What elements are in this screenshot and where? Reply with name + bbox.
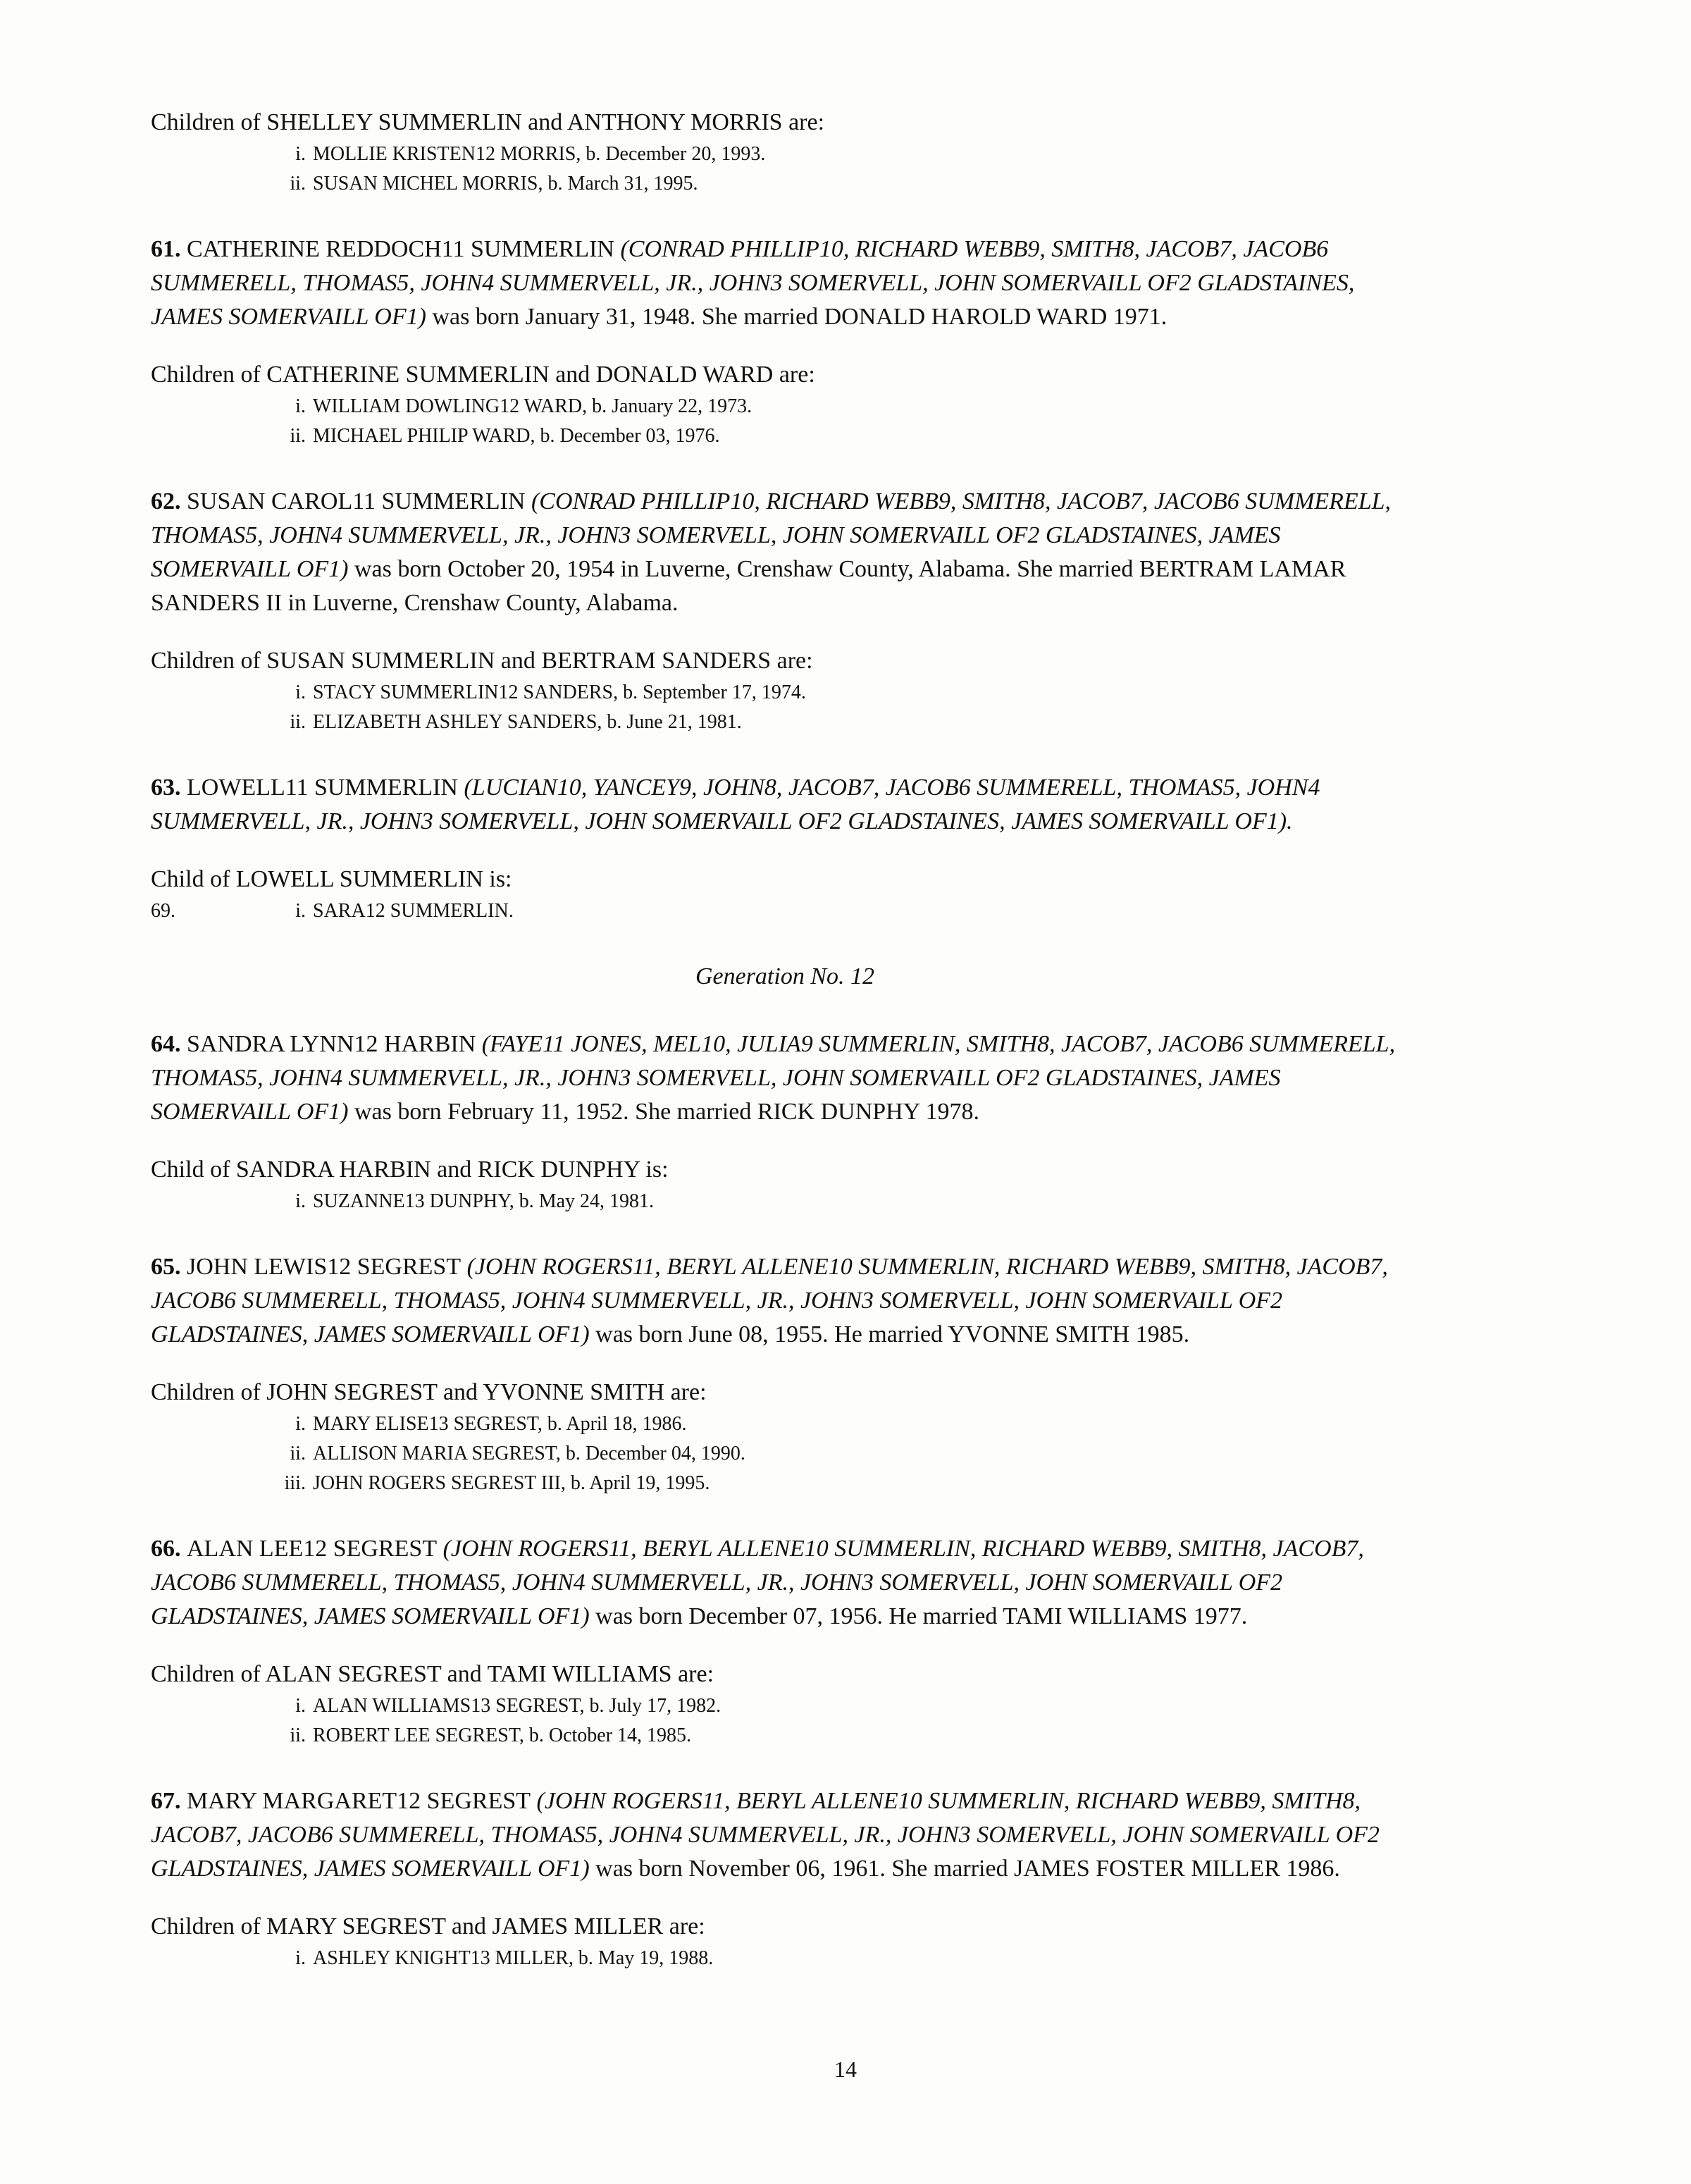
entry-name: LOWELL11 SUMMERLIN [187,775,458,801]
entry-number: 63. [151,775,181,801]
child-text: ELIZABETH ASHLEY SANDERS, b. June 21, 1981. [313,711,742,733]
children-header: Child of SANDRA HARBIN and RICK DUNPHY is: [151,1156,669,1183]
children-list [151,1187,1419,1216]
child-entry [151,1944,1419,1973]
child-text: ROBERT LEE SEGREST, b. October 14, 1985. [313,1725,692,1746]
entry-number: 62. [151,488,181,514]
child-text: SUZANNE13 DUNPHY, b. May 24, 1981. [313,1190,655,1212]
child-roman: i. [295,681,306,703]
child-text: SARA12 SUMMERLIN. [313,900,514,922]
entry-number: 65. [151,1254,181,1280]
child-entry [151,169,1419,199]
child-text: MARY ELISE13 SEGREST, b. April 18, 1986. [313,1413,687,1435]
child-roman: ii. [290,711,306,733]
page-number: 14 [834,2056,857,2082]
child-roman: ii. [290,1725,306,1746]
child-roman: ii. [290,1443,306,1464]
entry-details: was born February 11, 1952. She married RICK DUNPHY 1978. [354,1099,980,1125]
child-entry [151,1439,1419,1469]
entry-ancestry: (JOHN ROGERS11, BERYL ALLENE10 SUMMERLIN, RICHARD WEBB9, SMITH8, JACOB7, JACOB6 SUMMERELL, THOMAS5, JOHN4 SUMMERVELL, JR., JOHN3 SOMERVELL, JOHN SOMERVAILL OF2 GLADSTAINES, JAMES SOMERVAILL OF1) [151,1788,1380,1882]
child-entry [151,1469,1419,1498]
child-roman: i. [295,1413,306,1435]
entry-64 [151,1028,1419,1129]
child-text: STACY SUMMERLIN12 SANDERS, b. September 17, 1974. [313,681,806,703]
child-text: MICHAEL PHILIP WARD, b. December 03, 1976. [313,425,720,447]
entry-details: was born November 06, 1961. She married JAMES FOSTER MILLER 1986. [595,1856,1340,1882]
entry-ancestry: (FAYE11 JONES, MEL10, JULIA9 SUMMERLIN, SMITH8, JACOB7, JACOB6 SUMMERELL, THOMAS5, JOHN4 SUMMERVELL, JR., JOHN3 SOMERVELL, JOHN SOMERVAILL OF2 GLADSTAINES, JAMES SOMERVAILL OF1) [151,1031,1396,1125]
child-entry [151,708,1419,737]
entry-ancestry: (JOHN ROGERS11, BERYL ALLENE10 SUMMERLIN, RICHARD WEBB9, SMITH8, JACOB7, JACOB6 SUMMERELL, THOMAS5, JOHN4 SUMMERVELL, JR., JOHN3 SOMERVELL, JOHN SOMERVAILL OF2 GLADSTAINES, JAMES SOMERVAILL OF1) [151,1536,1364,1629]
entry-number: 64. [151,1031,181,1057]
children-header: Child of LOWELL SUMMERLIN is: [151,866,512,892]
child-text: ASHLEY KNIGHT13 MILLER, b. May 19, 1988. [313,1947,714,1969]
entry-number: 67. [151,1788,181,1814]
children-header: Children of ALAN SEGREST and TAMI WILLIAMS are: [151,1661,714,1687]
entry-name: JOHN LEWIS12 SEGREST [187,1254,462,1280]
child-entry [151,1187,1419,1216]
child-entry [151,421,1419,451]
entry-67 [151,1784,1419,1886]
child-text: JOHN ROGERS SEGREST III, b. April 19, 1995. [313,1472,710,1494]
child-text: SUSAN MICHEL MORRIS, b. March 31, 1995. [313,173,698,195]
child-entry [151,678,1419,708]
generation-heading: Generation No. 12 [695,963,875,989]
entry-ancestry: (CONRAD PHILLIP10, RICHARD WEBB9, SMITH8, JACOB7, JACOB6 SUMMERELL, THOMAS5, JOHN4 SUMMERVELL, JR., JOHN3 SOMERVELL, JOHN SOMERVAILL OF2 GLADSTAINES, JAMES SOMERVAILL OF1) [151,236,1355,330]
children-list [151,678,1419,737]
entry-name: ALAN LEE12 SEGREST [187,1536,438,1562]
children-list [151,392,1419,451]
child-roman: i. [295,1695,306,1717]
children-list [151,896,1419,926]
child-text: ALAN WILLIAMS13 SEGREST, b. July 17, 1982. [313,1695,721,1717]
child-entry [151,1409,1419,1439]
entry-number: 61. [151,236,181,262]
children-list [151,1944,1419,1973]
child-roman: iii. [284,1472,306,1494]
entry-ancestry: (CONRAD PHILLIP10, RICHARD WEBB9, SMITH8, JACOB7, JACOB6 SUMMERELL, THOMAS5, JOHN4 SUMMERVELL, JR., JOHN3 SOMERVELL, JOHN SOMERVAILL OF2 GLADSTAINES, JAMES SOMERVAILL OF1) [151,488,1392,582]
child-roman: i. [295,900,306,922]
children-header: Children of SHELLEY SUMMERLIN and ANTHONY MORRIS are: [151,109,825,135]
children-header: Children of SUSAN SUMMERLIN and BERTRAM SANDERS are: [151,648,813,674]
entry-name: SANDRA LYNN12 HARBIN [187,1031,476,1057]
child-generation-number: 69. [151,900,175,922]
child-roman: i. [295,143,306,165]
entry-name: SUSAN CAROL11 SUMMERLIN [187,488,526,514]
entry-details: was born June 08, 1955. He married YVONNE SMITH 1985. [595,1321,1190,1347]
child-text: MOLLIE KRISTEN12 MORRIS, b. December 20, 1993. [313,143,766,165]
child-entry [151,896,1419,926]
entry-63 [151,771,1419,839]
entry-details: was born December 07, 1956. He married TAMI WILLIAMS 1977. [595,1603,1248,1629]
children-list [151,1409,1419,1498]
child-entry [151,1721,1419,1751]
child-entry [151,1691,1419,1721]
child-text: WILLIAM DOWLING12 WARD, b. January 22, 1973. [313,395,752,417]
entry-65 [151,1250,1419,1352]
children-list [151,1691,1419,1751]
entry-number: 66. [151,1536,181,1562]
child-entry [151,140,1419,169]
entry-ancestry: (LUCIAN10, YANCEY9, JOHN8, JACOB7, JACOB6 SUMMERELL, THOMAS5, JOHN4 SUMMERVELL, JR., JOHN3 SOMERVELL, JOHN SOMERVAILL OF2 GLADSTAINES, JAMES SOMERVAILL OF1). [151,775,1320,834]
child-roman: i. [295,395,306,417]
entry-ancestry: (JOHN ROGERS11, BERYL ALLENE10 SUMMERLIN, RICHARD WEBB9, SMITH8, JACOB7, JACOB6 SUMMERELL, THOMAS5, JOHN4 SUMMERVELL, JR., JOHN3 SOMERVELL, JOHN SOMERVAILL OF2 GLADSTAINES, JAMES SOMERVAILL OF1) [151,1254,1388,1347]
entry-name: MARY MARGARET12 SEGREST [187,1788,531,1814]
child-roman: i. [295,1190,306,1212]
page-content [151,106,1419,1973]
entry-62 [151,485,1419,620]
child-text: ALLISON MARIA SEGREST, b. December 04, 1990. [313,1443,745,1464]
child-entry [151,392,1419,421]
child-roman: ii. [290,173,306,195]
children-header: Children of JOHN SEGREST and YVONNE SMITH are: [151,1379,707,1405]
children-list [151,140,1419,199]
entry-61 [151,233,1419,334]
child-roman: i. [295,1947,306,1969]
entry-66 [151,1532,1419,1634]
entry-details: was born January 31, 1948. She married DONALD HAROLD WARD 1971. [432,304,1167,330]
entry-details: was born October 20, 1954 in Luverne, Crenshaw County, Alabama. She married BERTRAM LAMAR SANDERS II in Luverne, Crenshaw County, Alabama. [151,556,1346,616]
entry-name: CATHERINE REDDOCH11 SUMMERLIN [187,236,614,262]
children-header: Children of CATHERINE SUMMERLIN and DONALD WARD are: [151,362,815,388]
child-roman: ii. [290,425,306,447]
children-header: Children of MARY SEGREST and JAMES MILLER are: [151,1913,705,1939]
